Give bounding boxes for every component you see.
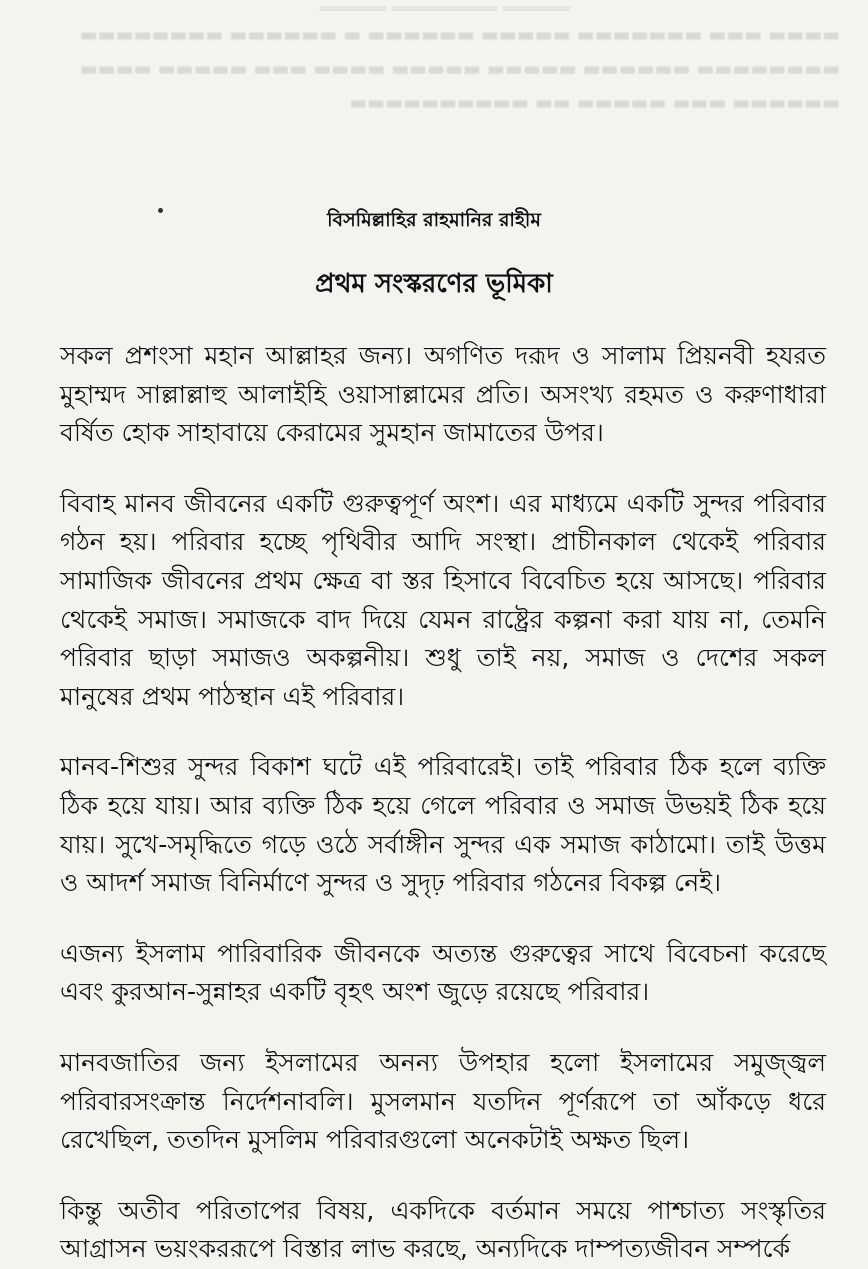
page-title: প্রথম সংস্করণের ভূমিকা [315, 269, 553, 299]
paragraph: মানবজাতির জন্য ইসলামের অনন্য উপহার হলো ইসলামের সমুজ্জ্বল পরিবারসংক্রান্ত নির্দেশনাবলি। মুসলমান যতদিন পূর্ণরূপে তা আঁকড়ে ধরে রেখেছিল, ততদিন মুসলিম পরিবারগুলো অনেকটাই অক্ষত ছিল। [60, 1047, 826, 1155]
body-text [60, 337, 826, 1269]
show-through-bleed: ═══════ ═══════════ ═══════ ▬▬▬▬ ▬▬▬ ▬▬▬▬▬▬▬ ▬▬▬▬▬ ▬▬▬▬▬▬ ▬ ▬▬▬▬▬▬ ▬▬▬▬▬▬▬▬ ▬▬▬▬▬▬▬▬ ▬▬▬▬▬▬ ▬▬▬▬▬ ▬▬▬▬▬ ▬▬▬▬ ▬▬▬ ▬▬▬▬▬ ▬▬▬▬ ▬▬▬▬▬▬ ▬▬▬ ▬▬▬▬▬ ▬▬ ▬▬▬▬▬▬▬▬▬▬ [79, 0, 840, 114]
paragraph: সকল প্রশংসা মহান আল্লাহর জন্য। অগণিত দরূদ ও সালাম প্রিয়নবী হযরত মুহাম্মদ সাল্লাল্লাহু আলাইহি ওয়াসাল্লামের প্রতি। অসংখ্য রহমত ও করুণাধারা বর্ষিত হোক সাহাবায়ে কেরামের সুমহান জামাতের উপর। [60, 341, 826, 448]
basmala-heading: বিসমিল্লাহির রাহমানির রাহীম [327, 209, 541, 231]
paragraph: কিন্তু অতীব পরিতাপের বিষয়, একদিকে বর্তমান সময়ে পাশ্চাত্য সংস্কৃতির আগ্রাসন ভয়ংকররূপে বিস্তার লাভ করছে, অন্যদিকে দাম্পত্যজীবন সম্পর্কে [60, 1195, 826, 1264]
paragraph: বিবাহ মানব জীবনের একটি গুরুত্বপূর্ণ অংশ। এর মাধ্যমে একটি সুন্দর পরিবার গঠন হয়। পরিবার হচ্ছে পৃথিবীর আদি সংস্থা। প্রাচীনকাল থেকেই পরিবার সামাজিক জীবনের প্রথম ক্ষেত্র বা স্তর হিসাবে বিবেচিত হয়ে আসছে। পরিবার থেকেই সমাজ। সমাজকে বাদ দিয়ে যেমন রাষ্ট্রের কল্পনা করা যায় না, তেমনি পরিবার ছাড়া সমাজও অকল্পনীয়। শুধু তাই নয়, সমাজ ও দেশের সকল মানুষের প্রথম পাঠস্থান এই পরিবার। [60, 488, 826, 711]
paragraph: এজন্য ইসলাম পারিবারিক জীবনকে অত্যন্ত গুরুত্বের সাথে বিবেচনা করেছে এবং কুরআন-সুন্নাহর একটি বৃহৎ অংশ জুড়ে রয়েছে পরিবার। [60, 938, 826, 1007]
paragraph: মানব-শিশুর সুন্দর বিকাশ ঘটে এই পরিবারেই। তাই পরিবার ঠিক হলে ব্যক্তি ঠিক হয়ে যায়। আর ব্যক্তি ঠিক হয়ে গেলে পরিবার ও সমাজ উভয়ই ঠিক হয়ে যায়। সুখে-সমৃদ্ধিতে গড়ে ওঠে সর্বাঙ্গীন সুন্দর এক সমাজ কাঠামো। তাই উত্তম ও আদর্শ সমাজ বিনির্মাণে সুন্দর ও সুদৃঢ় পরিবার গঠনের বিকল্প নেই। [60, 752, 826, 898]
